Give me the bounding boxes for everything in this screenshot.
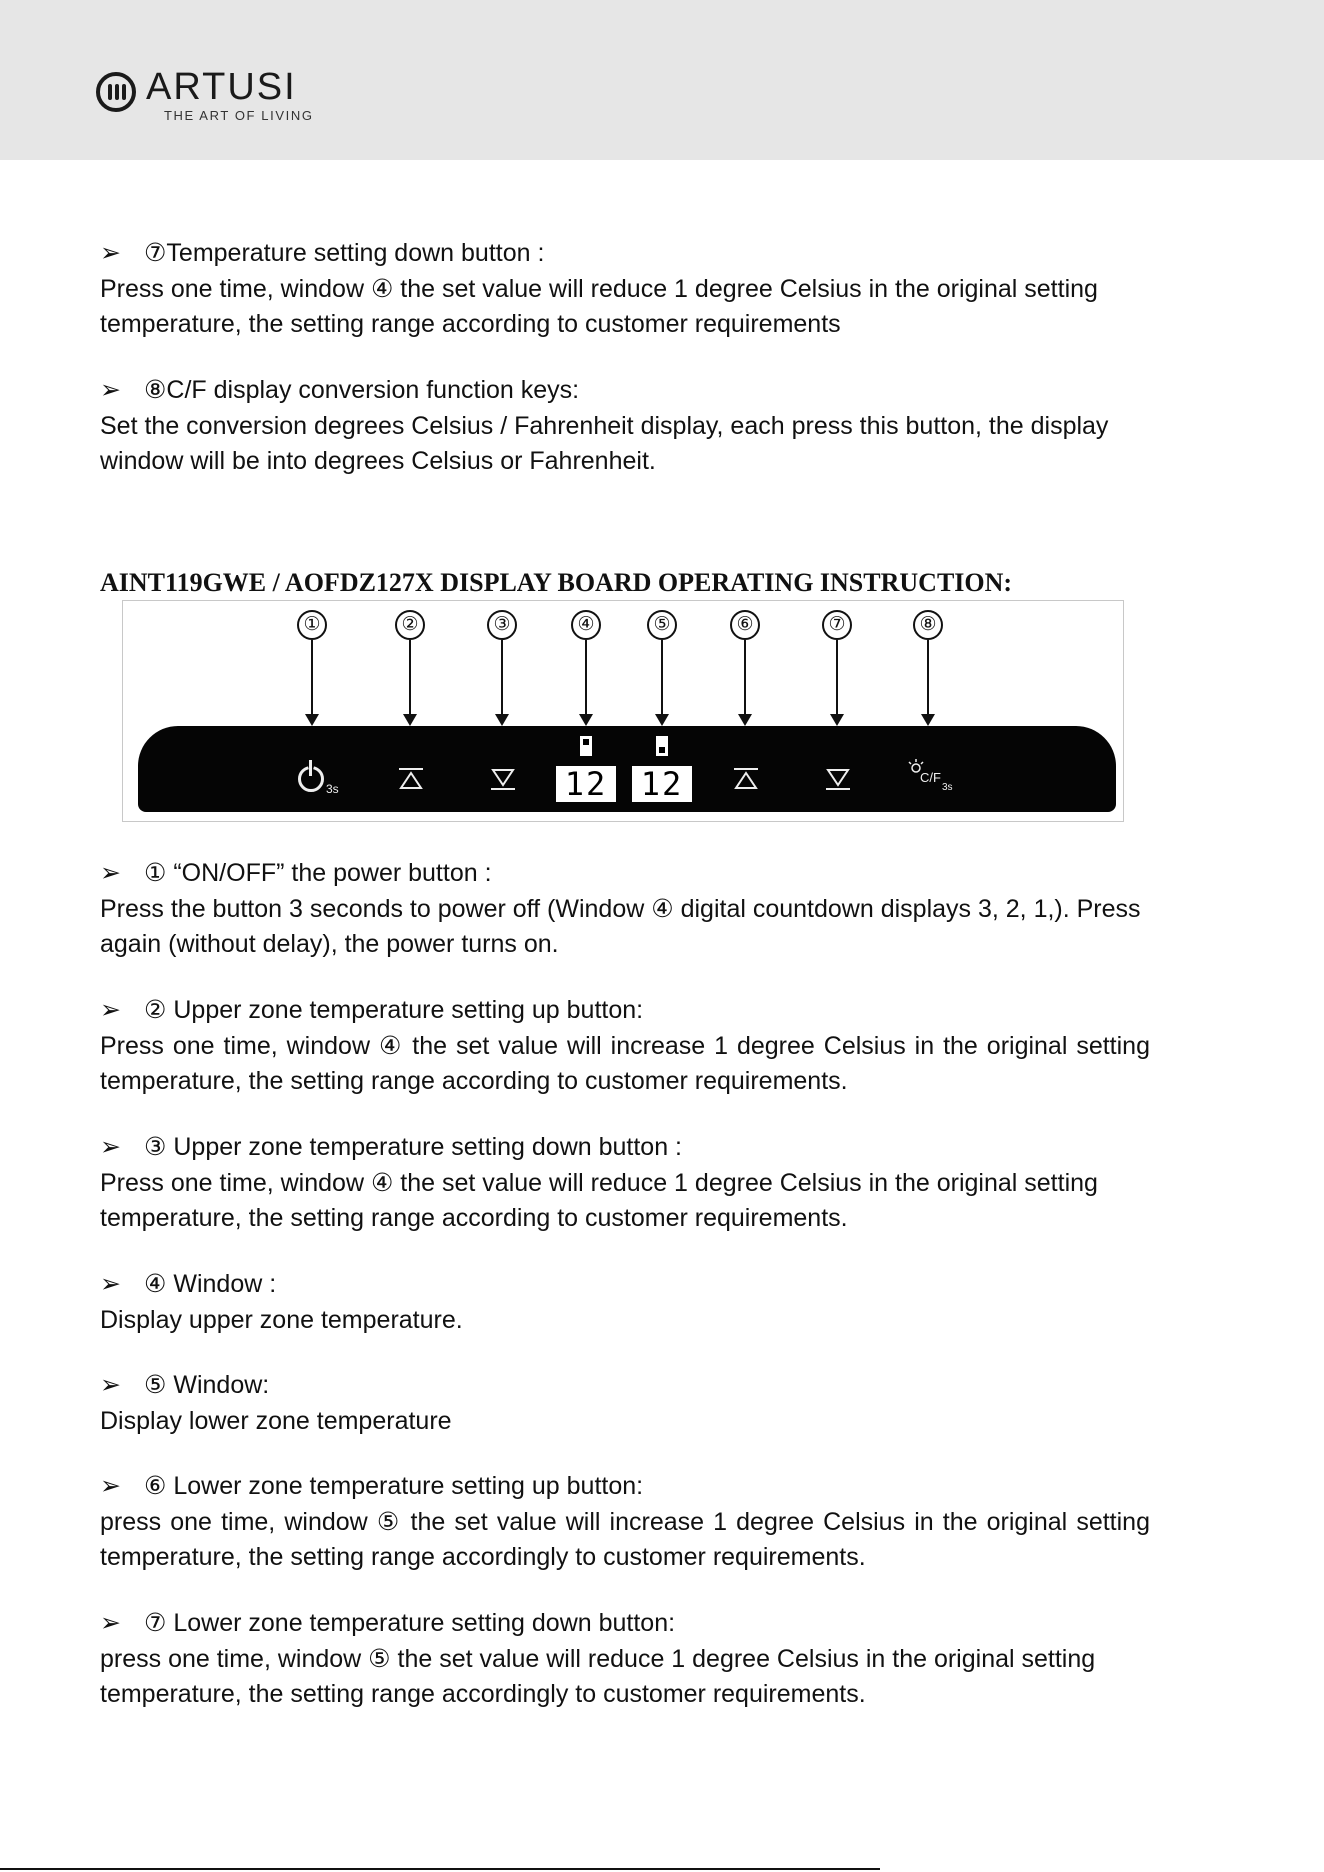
bullet-arrow-icon: ➢ (100, 1270, 121, 1298)
section-text: press one time, window ⑤ the set value will increase 1 degree Celsius in the original setting temperature, the setting range accordingly to customer requirements. (100, 1508, 1150, 1571)
cf-label: C/F (920, 770, 941, 785)
power-hold-label: 3s (326, 782, 339, 796)
lower-zone-down-button[interactable] (826, 768, 850, 790)
bullet-arrow-icon: ➢ (100, 376, 121, 404)
bullet-arrow-icon: ➢ (100, 1371, 121, 1399)
section-text: Press one time, window ④ the set value will reduce 1 degree Celsius in the original setting temperature, the setting range according to customer requirements. (100, 1169, 1098, 1232)
page-header (0, 0, 1324, 160)
section-upper-up (100, 995, 1150, 1099)
section-title: ② Upper zone temperature setting up button: (144, 996, 644, 1024)
section-window-lower (100, 1370, 1150, 1439)
bullet-arrow-icon: ➢ (100, 1472, 121, 1500)
section-title: ⑦ Lower zone temperature setting down button: (144, 1609, 676, 1637)
section-text: Display upper zone temperature. (100, 1306, 463, 1334)
section-title: ⑦Temperature setting down button : (144, 239, 545, 267)
section-lower-up (100, 1471, 1150, 1575)
section-window-upper (100, 1269, 1150, 1338)
section-text: Press one time, window ④ the set value will increase 1 degree Celsius in the original setting temperature, the setting range according to customer requirements. (100, 1032, 1150, 1095)
display-board-panel (138, 726, 1116, 812)
section-title: ③ Upper zone temperature setting down button : (144, 1133, 683, 1161)
callout-4: ④ (571, 610, 601, 640)
callout-7: ⑦ (822, 610, 852, 640)
brand-name: ARTUSI (146, 66, 297, 108)
lower-zone-up-button[interactable] (734, 768, 758, 790)
upper-zone-up-button[interactable] (399, 768, 423, 790)
leader-arrow-6 (744, 640, 746, 718)
lower-zone-icon (656, 736, 668, 756)
section-title: ⑧C/F display conversion function keys: (144, 376, 580, 404)
section-title: ① “ON/OFF” the power button : (144, 859, 492, 887)
section-text: Set the conversion degrees Celsius / Fahrenheit display, each press this button, the display window will be into degrees Celsius or Fahrenheit. (100, 412, 1109, 475)
bullet-arrow-icon: ➢ (100, 996, 121, 1024)
leader-arrow-4 (585, 640, 587, 718)
section-lower-down (100, 1608, 1150, 1712)
brand-tagline: THE ART OF LIVING (164, 108, 314, 123)
callout-2: ② (395, 610, 425, 640)
section-title: ⑤ Window: (144, 1371, 270, 1399)
upper-zone-icon (580, 736, 592, 756)
section-cf-conversion (100, 375, 1150, 479)
leader-arrow-7 (836, 640, 838, 718)
upper-zone-down-button[interactable] (491, 768, 515, 790)
bullet-arrow-icon: ➢ (100, 859, 121, 887)
bullet-arrow-icon: ➢ (100, 1609, 121, 1637)
power-icon-bar (309, 760, 312, 776)
light-cf-button[interactable] (906, 758, 954, 798)
section-text: Press one time, window ④ the set value will reduce 1 degree Celsius in the original setting temperature, the setting range according to customer requirements (100, 275, 1098, 338)
leader-arrow-3 (501, 640, 503, 718)
footer-rule (0, 1868, 880, 1870)
callout-8: ⑧ (913, 610, 943, 640)
callout-3: ③ (487, 610, 517, 640)
callout-6: ⑥ (730, 610, 760, 640)
cf-hold-label: 3s (942, 782, 953, 793)
piano-keys-icon (96, 72, 136, 112)
section-temp-down (100, 238, 1150, 342)
section-text: press one time, window ⑤ the set value will reduce 1 degree Celsius in the original setting temperature, the setting range accordingly to customer requirements. (100, 1645, 1096, 1708)
lower-zone-display: 12 (632, 766, 692, 802)
brand-logo (96, 66, 356, 128)
callout-1: ① (297, 610, 327, 640)
section-title: ⑥ Lower zone temperature setting up button: (144, 1472, 644, 1500)
leader-arrow-1 (311, 640, 313, 718)
leader-arrow-2 (409, 640, 411, 718)
callout-5: ⑤ (647, 610, 677, 640)
section-upper-down (100, 1132, 1150, 1236)
section-title: ④ Window : (144, 1270, 277, 1298)
section-power (100, 858, 1150, 962)
leader-arrow-5 (661, 640, 663, 718)
section-text: Press the button 3 seconds to power off (Window ④ digital countdown displays 3, 2, 1,). Press again (without delay), the power turns on. (100, 895, 1141, 958)
upper-zone-display: 12 (556, 766, 616, 802)
bullet-arrow-icon: ➢ (100, 239, 121, 267)
bullet-arrow-icon: ➢ (100, 1133, 121, 1161)
leader-arrow-8 (927, 640, 929, 718)
display-board-heading: AINT119GWE / AOFDZ127X DISPLAY BOARD OPERATING INSTRUCTION: (100, 568, 1013, 597)
section-text: Display lower zone temperature (100, 1407, 452, 1435)
